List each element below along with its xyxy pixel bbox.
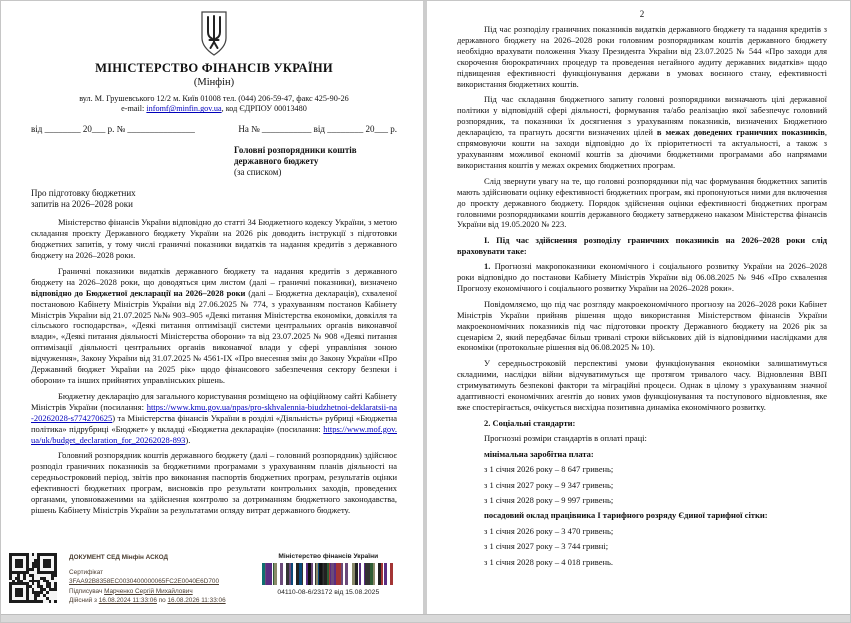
email-line [31, 104, 397, 114]
tariff-2027: з 1 січня 2027 року – 3 744 гривні; [484, 541, 609, 552]
min-wage-2028: з 1 січня 2028 року – 9 997 гривень; [484, 494, 614, 505]
kmu-declaration-link[interactable]: https://www.kmu.gov.ua/npas/pro-skhvalennia-biudzhetnoi-deklaratsii-na-20262028-s774270625 [31, 401, 397, 423]
signer-label: Підписувач [69, 587, 105, 595]
paragraph-limits [31, 266, 397, 386]
email-suffix: , код ЄДРПОУ 00013480 [221, 104, 307, 114]
page-number: 2 [639, 9, 645, 19]
signer-name: Марченко Сергій Михайлович [104, 587, 193, 595]
paragraph-goals [457, 94, 827, 170]
subject-block [31, 188, 397, 211]
text-run: ) та Міністерства фінансів України в розділі «Діяльність» рубриці «Бюджетна політика» підрубриці «Бюджет» у вкладці «Бюджетна декларація» (посилання: [31, 412, 397, 434]
addressee-block [234, 145, 397, 179]
signer-line [69, 587, 248, 597]
tariff-2028: з 1 січня 2028 року – 4 018 гривень. [484, 556, 614, 567]
paragraph-spending-unit: Головний розпорядник коштів державного бюджету (далі – головний розпорядник) здійснює розподіл граничних показників за бюджетними програмами з урахуванням планів діяльності на середньостроковий період, звітів про виконання паспортів бюджетних програм, результатів оцінки ефективності бюджетних програм, висновків про результати контрольних заходів, проведених органами, уповноваженими на здійснення контролю за дотриманням бюджетного законодавства, рішень Кабінету Міністрів України за результатами огляду витрат державного бюджету. [31, 450, 397, 515]
bold-run: посадовий оклад працівника І тарифного розряду Єдиної тарифної сітки: [484, 510, 768, 521]
validity-to: 16.08.2026 11:33:06 [167, 597, 226, 605]
bold-run: І. Під час здійснення розподілу граничних показників на 2026–2028 роки слід враховувати таке: [457, 235, 827, 257]
tariff-2026: з 1 січня 2026 року – 3 470 гривень; [484, 525, 614, 536]
outgoing-ref-blank: від ________ 20___ р. № _______________ [31, 123, 195, 134]
addressee-line-3: (за списком) [234, 167, 282, 178]
bold-run: 2. Соціальні стандарти: [484, 417, 576, 428]
page-1 [1, 1, 423, 617]
min-wage-heading [457, 449, 827, 460]
ministry-contacts [31, 94, 397, 115]
barcode-icon [262, 563, 394, 585]
subject-line-1: Про підготовку бюджетних [31, 187, 136, 198]
text-run: Граничні показники видатків державного бюджету та надання кредитів з державного бюджету на 2026–2028 роки, що доводяться цим листом (далі – граничні показники), визначено [31, 265, 397, 287]
text-run: Під час складання бюджетного запиту головні розпорядники визначають цілі державної політики у відповідній сфері діяльності, формування та/або реалізацію якої забезпечує головний розпорядник, та показники їх досягнення з урахуванням показників, визначених Бюджетною декларацією, та прагнуть досягти визначених цілей [457, 94, 827, 138]
text-run: ). [185, 434, 191, 445]
paragraph-efficiency: Слід звернути увагу на те, що головні розпорядники під час формування бюджетних запитів мають здійснювати оцінку ефективності бюджетних програм, які пропонуються ними для включення до проєкту державного бюджету. Порядок здійснення оцінки ефективності бюджетних програм головними розпорядниками коштів державного бюджету затверджено наказом Міністерства фінансів України від 19.05.2020 № 223. [457, 175, 827, 230]
paragraph-decree: Під час розподілу граничних показників видатків державного бюджету та надання кредитів з державного бюджету на 2026–2028 роки головним розпорядникам коштів державного бюджету необхідно врахувати положення Указу Президента України від 23.07.2025 № 544 «Про заходи для скорочення бюрократичних процедур та проведення негайного аудиту державних видатків» щодо підвищення ефективності функціонування держави в умовах воєнного стану, ефективності використання бюджетних коштів. [457, 24, 827, 89]
ukraine-trident-emblem-icon [197, 10, 231, 58]
email-link[interactable]: infomf@minfin.gov.ua [146, 104, 222, 114]
section-heading-2 [457, 418, 827, 429]
signature-footer [9, 553, 415, 606]
validity-separator: по [156, 597, 168, 605]
tariff-grade-heading [457, 510, 827, 521]
subject-line-2: запитів на 2026–2028 роки [31, 199, 133, 209]
sed-system-title: ДОКУМЕНТ СЕД Мінфін АСКОД [69, 554, 169, 562]
ministry-title: МІНІСТЕРСТВО ФІНАНСІВ УКРАЇНИ [95, 61, 333, 75]
registration-number: 04110-08-6/23172 від 15.08.2025 [277, 589, 380, 597]
mof-declaration-link[interactable]: https://www.mof.gov.ua/uk/budget_declaration_for_20262028-893 [31, 423, 397, 445]
section-heading-1 [457, 235, 827, 257]
validity-label: Дійсний з [69, 597, 99, 605]
paragraph-links [31, 391, 397, 446]
addressee-line-1: Головні розпорядники коштів [234, 144, 357, 155]
validity-from: 16.08.2024 11:33:06 [98, 597, 157, 605]
pages-row [1, 1, 850, 617]
paragraph-scenario: Повідомляємо, що під час розгляду макроекономічного прогнозу на 2026–2028 роки Кабінет Міністрів України прийняв рішення щодо використання Міністерством фінансів України макроекономічних показників під час підготовки проєкту Державного бюджету на 2026 рік за сценарієм 2, який передбачає більш тривалі строки військових дій із відповідними наслідками для економіки (протокольне рішення від 06.08.2025 № 10). [457, 298, 827, 353]
ministry-short-name: (Мінфін) [193, 77, 235, 88]
email-label: e-mail: [121, 104, 147, 114]
text-run: Бюджетну декларацію для загального користування розміщено на офіційному сайті Кабінету Міністрів України (посилання: [31, 390, 397, 412]
bold-run: в межах доведених граничних показників [656, 127, 825, 138]
text-run: (далі – Бюджетна декларація), схваленої постановою Кабінету Міністрів України від 27.06.2025 № 774, з урахуванням постанов Кабінету Міністрів України від 21.07.2025 №№ 903–905 «Деякі питання Міністерства економіки, довкілля та сільського господарства», «Деякі питання оптимізації системи центральних органів виконавчої влади», «Деякі питання діяльності Міністерства оборони» та від 23.07.2025 № 908 «Деякі питання оптимізації діяльності центральних органів виконавчої влади у сфері управління зоною відчуження», Закону України від 31.07.2025 № 4561-ІХ «Про внесення змін до Закону України «Про Державний бюджет України на 2025 рік» щодо фінансового забезпечення сектору безпеки і оборони» та інших прийнятих управлінських рішень. [31, 287, 397, 385]
page-2 [427, 1, 850, 617]
paragraph-macro [457, 261, 827, 294]
address-line: вул. М. Грушевського 12/2 м. Київ 01008 тел. (044) 206-59-47, факс 425-90-26 [79, 94, 349, 103]
paragraph-economy: У середньостроковій перспективі умови функціонування економіки залишатимуться складними, наслідки війни відчуватимуться ще протягом тривалого часу. Відновлення ВВП стримуватимуть безпекові фактори та міграційні процеси. Однак в цілому з урахуванням значної адаптивності економічних агентів до нових умов функціонування та поступового відновлення, яке вже спостерігається, очікується висхідна позитивна динаміка економічного розвитку. [457, 358, 827, 412]
bold-run: 1. [484, 261, 491, 272]
page-1-body [31, 217, 397, 516]
validity-line [69, 596, 248, 606]
qr-code [9, 553, 57, 603]
text-run: , спрямовуючи кошти на заходи відповідно до їх пріоритетності та актуальності, а також з урахуванням можливої економії коштів за діючими бюджетними програмами або напрямами використання коштів у межах окремих бюджетних програм. [457, 127, 827, 170]
certificate-label: Сертифікат [69, 568, 104, 576]
barcode-org-name: Міністерство фінансів України [278, 553, 379, 561]
reference-number-line [31, 124, 397, 134]
paragraph-wage-standards: Прогнозні розміри стандартів в оплаті праці: [484, 433, 647, 444]
page-2-body [457, 24, 827, 567]
min-wage-2026: з 1 січня 2026 року – 8 647 гривень; [484, 464, 614, 475]
incoming-ref-blank: На № ___________ від ________ 20___ р. [238, 123, 397, 134]
bold-run: відповідно до Бюджетної декларації на 2026–2028 роки [31, 287, 246, 298]
certificate-value: 3FAA92B8358EC0030400000065FC2E0040E6D700 [69, 578, 219, 586]
text-run: Прогнозні макропоказники економічного і соціального розвитку України на 2026–2028 роки відповідно до постанови Кабінету Міністрів України від 06.08.2025 № 946 «Про схвалення Прогнозу економічного і соціального розвитку України на 2026–2028 роки». [457, 261, 827, 293]
min-wage-2027: з 1 січня 2027 року – 9 347 гривень; [484, 479, 614, 490]
certificate-line [69, 568, 248, 587]
addressee-line-2: державного бюджету [234, 156, 319, 167]
paragraph-intro: Міністерство фінансів України відповідно до статті 34 Бюджетного кодексу України, з метою складання проєкту Державного бюджету України на 2026 рік доводить інструкції з підготовки бюджетних запитів, у тому числі граничні показники видатків та надання кредитів з державного бюджету на 2026–2028 роки. [31, 217, 397, 261]
bold-run: мінімальна заробітна плата: [484, 448, 594, 459]
viewer-bottom-edge [1, 614, 850, 622]
registration-barcode-block [248, 553, 409, 596]
digital-signature-stamp [69, 553, 248, 606]
